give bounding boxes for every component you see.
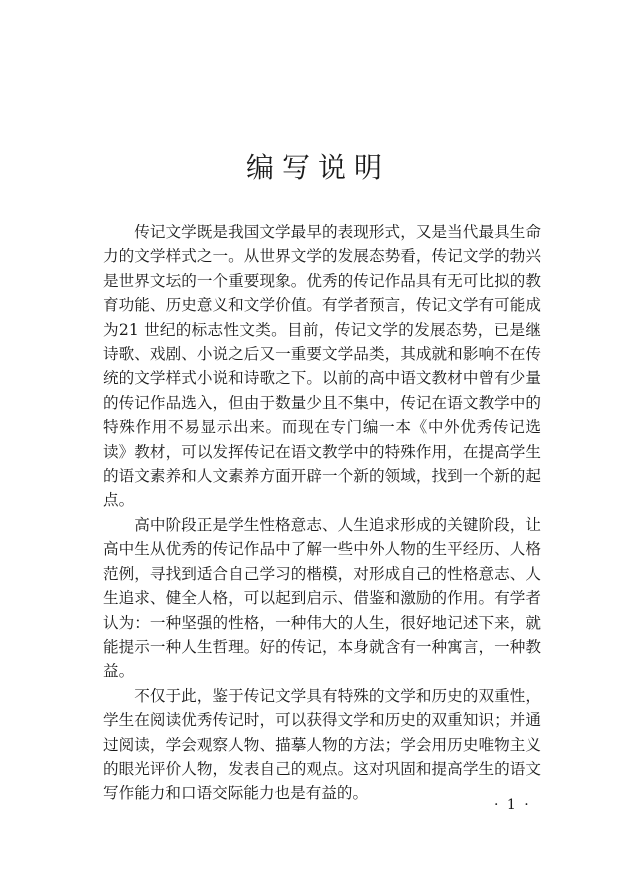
paragraph: 不仅于此，鉴于传记文学具有特殊的文学和历史的双重性，学生在阅读优秀传记时，可以获得文学和历史的双重知识；并通过阅读，学会观察人物、描摹人物的方法；学会用历史唯物主义的眼光评价人物，发表自己的观点。这对巩固和提高学生的语文写作能力和口语交际能力也是有益的。 [103, 686, 541, 803]
document-body [103, 220, 541, 806]
page-title: 编写说明 [245, 151, 390, 184]
paragraph: 传记文学既是我国文学最早的表现形式，又是当代最具生命力的文学样式之一。从世界文学的发展态势看，传记文学的勃兴是世界文坛的一个重要现象。优秀的传记作品具有无可比拟的教育功能、历史意义和文学价值。有学者预言，传记文学有可能成为21 世纪的标志性文类。目前，传记文学的发展态势，已是继诗歌、戏剧、小说之后又一重要文学品类，其成就和影响不在传统的文学样式小说和诗歌之下。以前的高中语文教材中曾有少量的传记作品选入，但由于数量少且不集中，传记在语文教学中的特殊作用不易显示出来。而现在专门编一本《中外优秀传记选读》教材，可以发挥传记在语文教学中的特殊作用，在提高学生的语文素养和人文素养方面开辟一个新的领域，找到一个新的起点。 [103, 223, 541, 510]
page-number: · 1 · [494, 797, 531, 813]
paragraph: 高中阶段正是学生性格意志、人生追求形成的关键阶段，让高中生从优秀的传记作品中了解一些中外人物的生平经历、人格范例，寻找到适合自己学习的楷模，对形成自己的性格意志、人生追求、健全人格，可以起到启示、借鉴和激励的作用。有学者认为：一种坚强的性格，一种伟大的人生，很好地记述下来，就能提示一种人生哲理。好的传记，本身就含有一种寓言，一种教益。 [103, 515, 541, 681]
